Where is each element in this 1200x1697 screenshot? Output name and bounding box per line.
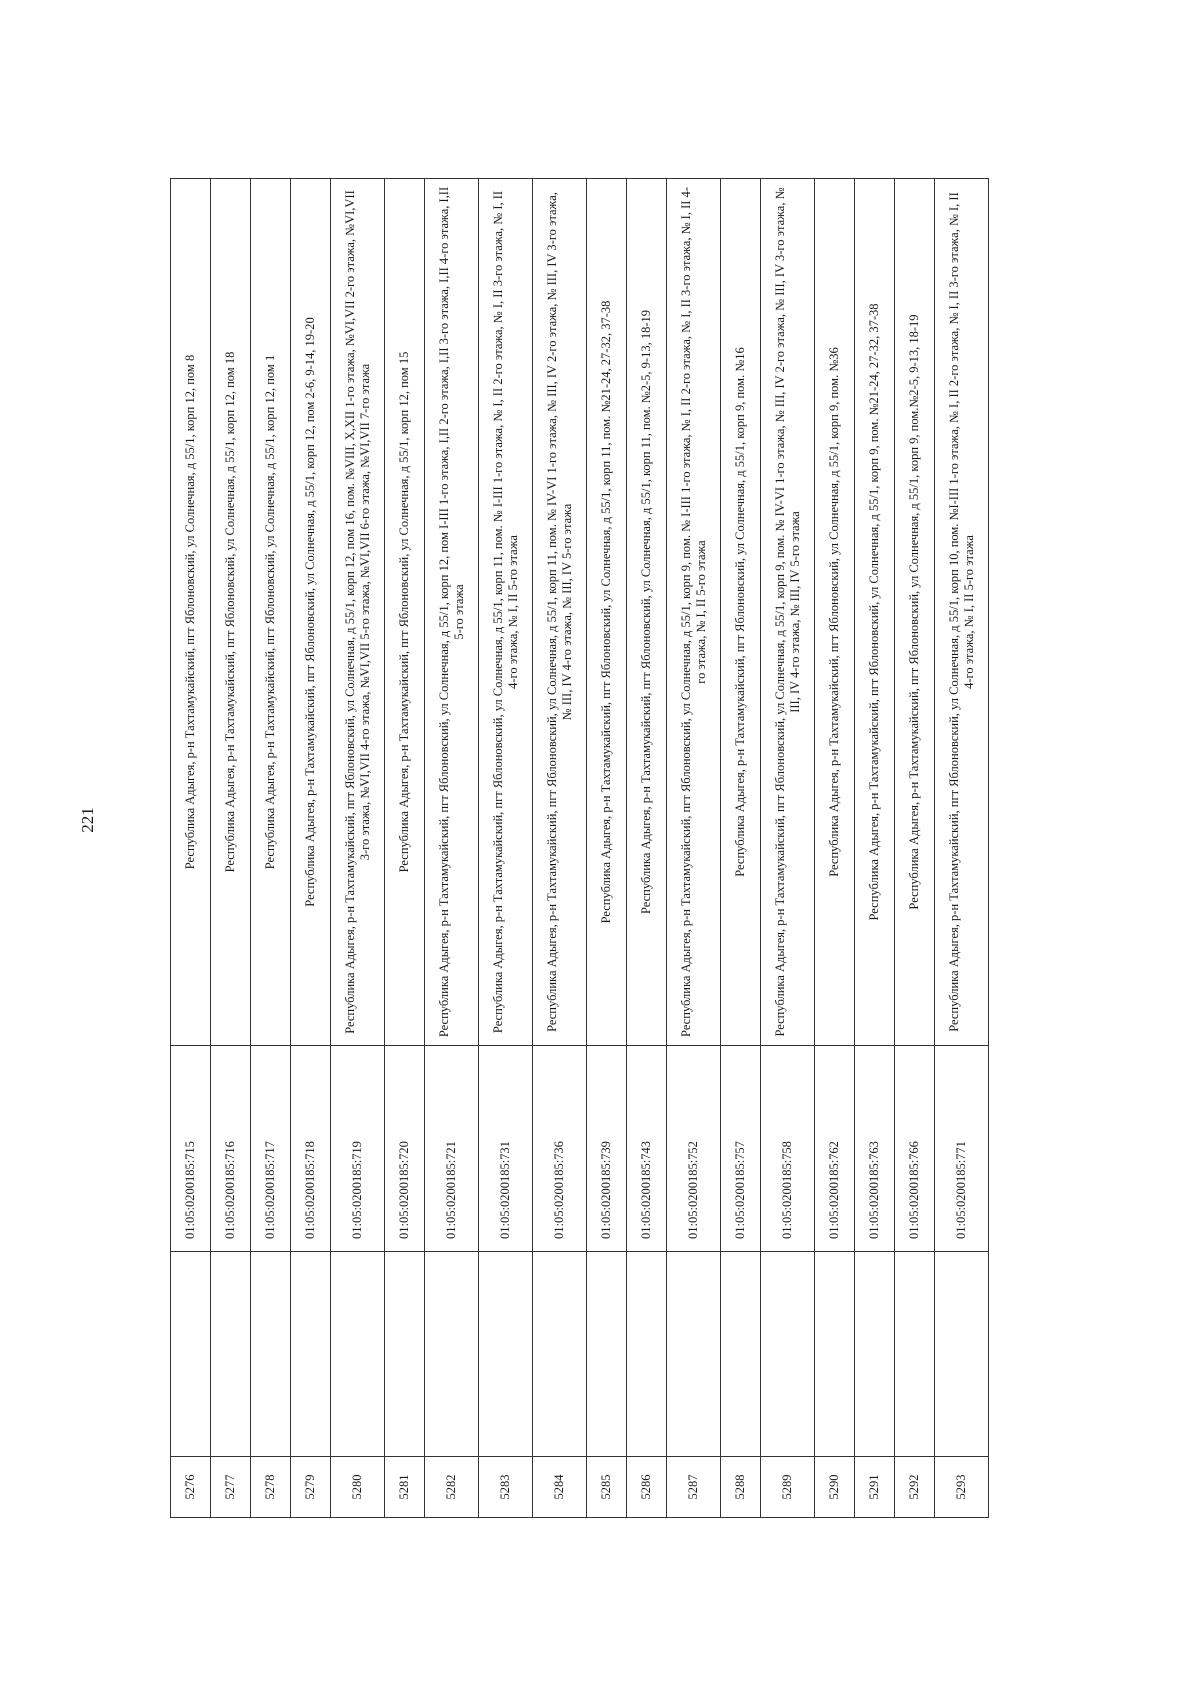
table-row: [331, 179, 385, 1518]
cadastral-number: 01:05:0200185:721: [425, 1046, 479, 1252]
row-number: 5292: [895, 1457, 935, 1518]
table-row: [667, 179, 721, 1518]
address: Республика Адыгея, р-н Тахтамукайский, пгт Яблоновский, ул Солнечная, д 55/1, корп 11, пом. №21-24, 27-32, 37-38: [587, 179, 627, 1046]
table-row: [855, 179, 895, 1518]
row-number: 5280: [331, 1457, 385, 1518]
cadastral-number: 01:05:0200185:720: [385, 1046, 425, 1252]
cadastral-number: 01:05:0200185:762: [815, 1046, 855, 1252]
cadastral-number: 01:05:0200185:763: [855, 1046, 895, 1252]
cadastral-number: 01:05:0200185:715: [171, 1046, 211, 1252]
address: Республика Адыгея, р-н Тахтамукайский, пгт Яблоновский, ул Солнечная, д 55/1, корп 9, пом. №21-24, 27-32, 37-38: [855, 179, 895, 1046]
empty-cell: [211, 1252, 251, 1457]
table-row: [533, 179, 587, 1518]
empty-cell: [587, 1252, 627, 1457]
empty-cell: [895, 1252, 935, 1457]
row-number: 5277: [211, 1457, 251, 1518]
row-number: 5287: [667, 1457, 721, 1518]
row-number: 5286: [627, 1457, 667, 1518]
row-number: 5288: [721, 1457, 761, 1518]
address: Республика Адыгея, р-н Тахтамукайский, пгт Яблоновский, ул Солнечная, д 55/1, корп 12, пом 18: [211, 179, 251, 1046]
row-number: 5285: [587, 1457, 627, 1518]
table-row: [291, 179, 331, 1518]
address: Республика Адыгея, р-н Тахтамукайский, пгт Яблоновский, ул Солнечная, д 55/1, корп 9, пом. № IV-VI 1-го этажа, № III, IV 2-го этажа, № III, IV 3-го этажа, № III, IV 4-го этажа, № III, IV 5-го этажа: [761, 179, 815, 1046]
empty-cell: [627, 1252, 667, 1457]
table-row: [171, 179, 211, 1518]
cadastral-number: 01:05:0200185:758: [761, 1046, 815, 1252]
table-row: [479, 179, 533, 1518]
cadastral-number: 01:05:0200185:717: [251, 1046, 291, 1252]
address: Республика Адыгея, р-н Тахтамукайский, пгт Яблоновский, ул Солнечная, д 55/1, корп 12, пом I-III 1-го этажа, I,II 2-го этажа, I,II 3-го этажа, I,II 4-го этажа, I,II 5-го этажа: [425, 179, 479, 1046]
empty-cell: [479, 1252, 533, 1457]
address: Республика Адыгея, р-н Тахтамукайский, пгт Яблоновский, ул Солнечная, д 55/1, корп 11, пом. №2-5, 9-13, 18-19: [627, 179, 667, 1046]
cadastral-number: 01:05:0200185:766: [895, 1046, 935, 1252]
table-row: [385, 179, 425, 1518]
empty-cell: [761, 1252, 815, 1457]
address: Республика Адыгея, р-н Тахтамукайский, пгт Яблоновский, ул Солнечная, д 55/1, корп 12, пом 15: [385, 179, 425, 1046]
cadastral-number: 01:05:0200185:731: [479, 1046, 533, 1252]
cadastral-number: 01:05:0200185:771: [935, 1046, 989, 1252]
address: Республика Адыгея, р-н Тахтамукайский, пгт Яблоновский, ул Солнечная, д 55/1, корп 9, пом. № I-III 1-го этажа, № I, II 2-го этажа, № I, II 3-го этажа, № I, II 4-го этажа, № I, II 5-го этажа: [667, 179, 721, 1046]
empty-cell: [815, 1252, 855, 1457]
empty-cell: [855, 1252, 895, 1457]
table-row: [815, 179, 855, 1518]
row-number: 5283: [479, 1457, 533, 1518]
table-row: [895, 179, 935, 1518]
cadastral-number: 01:05:0200185:757: [721, 1046, 761, 1252]
rotated-page-content: [170, 178, 1070, 1518]
address: Республика Адыгея, р-н Тахтамукайский, пгт Яблоновский, ул Солнечная, д 55/1, корп 11, пом. № I-III 1-го этажа, № I, II 2-го этажа, № I, II 3-го этажа, № I, II 4-го этажа, № I, II 5-го этажа: [479, 179, 533, 1046]
table-row: [761, 179, 815, 1518]
cadastral-number: 01:05:0200185:718: [291, 1046, 331, 1252]
empty-cell: [533, 1252, 587, 1457]
cadastral-number: 01:05:0200185:752: [667, 1046, 721, 1252]
address: Республика Адыгея, р-н Тахтамукайский, пгт Яблоновский, ул Солнечная, д 55/1, корп 9, пом. №36: [815, 179, 855, 1046]
cadastral-number: 01:05:0200185:743: [627, 1046, 667, 1252]
address: Республика Адыгея, р-н Тахтамукайский, пгт Яблоновский, ул Солнечная, д 55/1, корп 12, пом 8: [171, 179, 211, 1046]
table-row: [587, 179, 627, 1518]
address: Республика Адыгея, р-н Тахтамукайский, пгт Яблоновский, ул Солнечная, д 55/1, корп 9, пом. №16: [721, 179, 761, 1046]
empty-cell: [291, 1252, 331, 1457]
address: Республика Адыгея, р-н Тахтамукайский, пгт Яблоновский, ул Солнечная, д 55/1, корп 12, пом 16, пом. №VIII, X,XII 1-го этажа, №VI,VII 2-го этажа, №VI,VII 3-го этажа, №VI,VII 4-го этажа, №VI,VII 5-го этажа, №VI,VII 6-го этажа, №VI,VII 7-го этажа: [331, 179, 385, 1046]
address: Республика Адыгея, р-н Тахтамукайский, пгт Яблоновский, ул Солнечная, д 55/1, корп 9, пом.№2-5, 9-13, 18-19: [895, 179, 935, 1046]
empty-cell: [251, 1252, 291, 1457]
table-row: [721, 179, 761, 1518]
table-row: [251, 179, 291, 1518]
table-row: [425, 179, 479, 1518]
empty-cell: [385, 1252, 425, 1457]
cadastral-number: 01:05:0200185:716: [211, 1046, 251, 1252]
row-number: 5290: [815, 1457, 855, 1518]
table-row: [627, 179, 667, 1518]
empty-cell: [171, 1252, 211, 1457]
row-number: 5282: [425, 1457, 479, 1518]
page-number: 221: [78, 807, 97, 833]
row-number: 5293: [935, 1457, 989, 1518]
address: Республика Адыгея, р-н Тахтамукайский, пгт Яблоновский, ул Солнечная, д 55/1, корп 12, пом 2-6, 9-14, 19-20: [291, 179, 331, 1046]
row-number: 5279: [291, 1457, 331, 1518]
row-number: 5284: [533, 1457, 587, 1518]
property-table: [170, 178, 989, 1518]
empty-cell: [667, 1252, 721, 1457]
address: Республика Адыгея, р-н Тахтамукайский, пгт Яблоновский, ул Солнечная, д 55/1, корп 12, пом 1: [251, 179, 291, 1046]
row-number: 5276: [171, 1457, 211, 1518]
table-row: [935, 179, 989, 1518]
address: Республика Адыгея, р-н Тахтамукайский, пгт Яблоновский, ул Солнечная, д 55/1, корп 10, пом. №I-III 1-го этажа, № I, II 2-го этажа, № I, II 3-го этажа, № I, II 4-го этажа, № I, II 5-го этажа: [935, 179, 989, 1046]
address: Республика Адыгея, р-н Тахтамукайский, пгт Яблоновский, ул Солнечная, д 55/1, корп 11, пом. № IV-VI 1-го этажа, № III, IV 2-го этажа, № III, IV 3-го этажа, № III, IV 4-го этажа, № III, IV 5-го этажа: [533, 179, 587, 1046]
row-number: 5291: [855, 1457, 895, 1518]
property-table-body: [171, 179, 989, 1518]
row-number: 5281: [385, 1457, 425, 1518]
empty-cell: [331, 1252, 385, 1457]
empty-cell: [721, 1252, 761, 1457]
table-row: [211, 179, 251, 1518]
cadastral-number: 01:05:0200185:736: [533, 1046, 587, 1252]
cadastral-number: 01:05:0200185:719: [331, 1046, 385, 1252]
empty-cell: [425, 1252, 479, 1457]
row-number: 5289: [761, 1457, 815, 1518]
empty-cell: [935, 1252, 989, 1457]
cadastral-number: 01:05:0200185:739: [587, 1046, 627, 1252]
row-number: 5278: [251, 1457, 291, 1518]
